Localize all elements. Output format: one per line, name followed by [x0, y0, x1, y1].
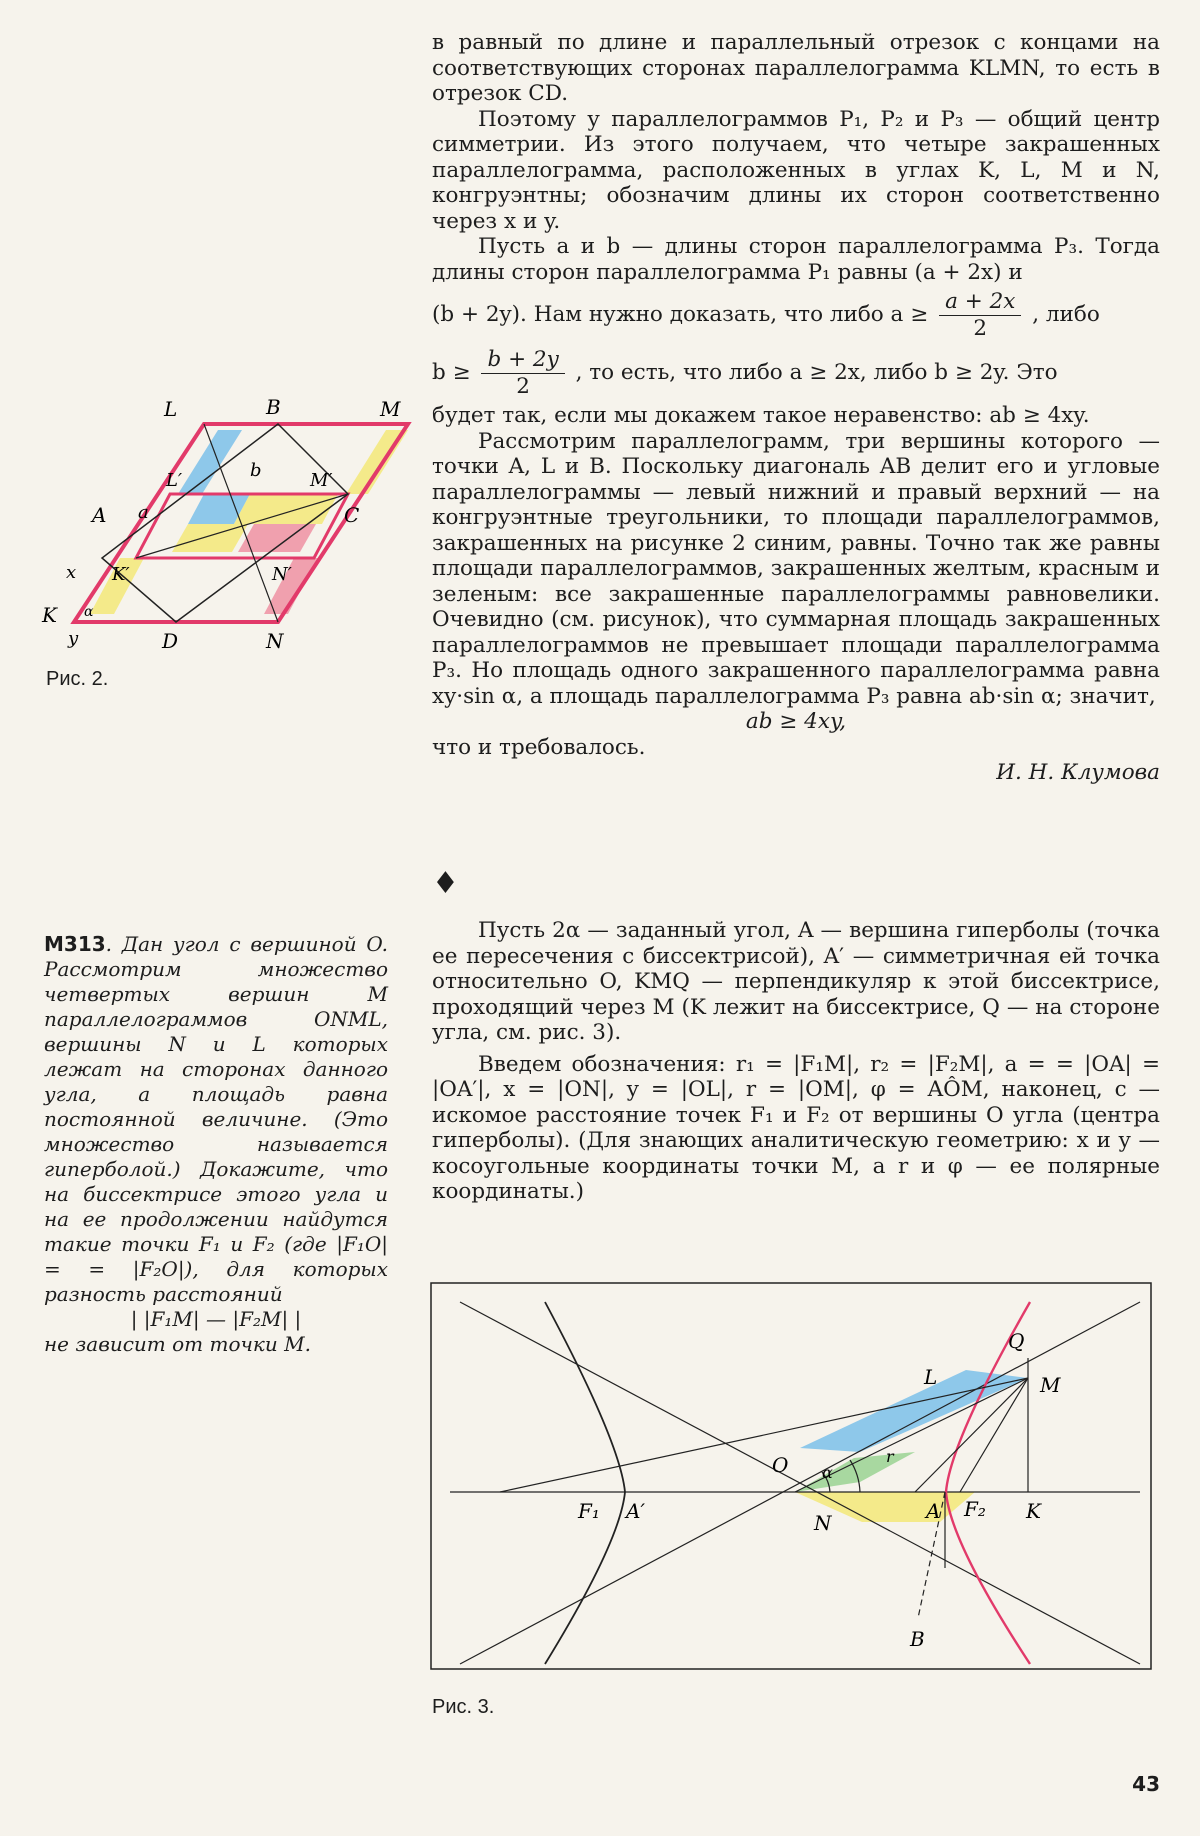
fig2-label-A: A [92, 503, 107, 527]
fig2-label-L: L [164, 397, 178, 421]
fig2-label-Mp: M′ [310, 470, 333, 491]
fig3-frame [431, 1283, 1151, 1669]
fig3-label-L: L [924, 1365, 938, 1389]
formula-ab: ab ≥ 4xy, [745, 709, 847, 734]
paragraph-6: будет так, если мы докажем такое неравенство: ab ≥ 4xy. [432, 403, 1090, 428]
paragraph-5-start: b ≥ [432, 360, 471, 385]
author: И. Н. Клумова [996, 760, 1160, 785]
fig2-caption: Рис. 2. [46, 668, 109, 690]
problem-text: . Дан угол с вершиной O. Рассмотрим множество четвертых вершин M параллелограммов ONML, вершины N и L которых лежат на сторонах данного угла, а площадь равна постоянной величине. (Это множество называется гиперболой.) Докажите, что на биссектрисе этого угла и на ее продолжении найдутся такие точки F₁ и F₂ (где |F₁O| = = |F₂O|), для которых разность расстояний [44, 932, 388, 1306]
fig2-label-y: y [68, 628, 79, 649]
paragraph-1: в равный по длине и параллельный отрезок с концами на соответствующих сторонах параллелограмма KLMN, то есть в отрезок CD. [432, 30, 1160, 106]
fig3-label-N: N [814, 1511, 832, 1535]
diamond-separator: ♦ [432, 866, 459, 901]
page-number: 43 [1132, 1772, 1160, 1796]
fig2-label-x: x [66, 562, 77, 583]
fig2-label-M: M [380, 397, 401, 421]
fig2-label-Lp: L′ [166, 470, 183, 491]
paragraph-4-start: (b + 2y). Нам нужно доказать, что либо a ≥ [432, 302, 929, 327]
fig2-label-N: N [266, 629, 284, 653]
paragraph-8: что и требовалось. [432, 734, 646, 760]
solution-text [432, 918, 1160, 1205]
fig3-label-F2: F₂ [964, 1497, 986, 1521]
fig3-label-r: r [886, 1447, 894, 1466]
fig3-label-alpha: α [822, 1463, 833, 1482]
paragraph-4-end: , либо [1032, 302, 1100, 327]
fig2-label-K: K [42, 603, 57, 627]
fig2-label-D: D [162, 629, 179, 653]
fig3-caption: Рис. 3. [432, 1696, 495, 1718]
paragraph-7: Рассмотрим параллелограмм, три вершины которого — точки A, L и B. Поскольку диагональ AB делит его и угловые параллелограммы — левый нижний и правый верхний — на конгруэнтные треугольники, то площади параллелограммов, закрашенных на рисунке 2 синим, равны. Точно так же равны площади параллелограммов, закрашенных желтым, красным и зеленым: все закрашенные параллелограммы равновелики. Очевидно (см. рисунок), что суммарная площадь закрашенных параллелограммов не превышает площади параллелограмма P₃. Но площадь одного закрашенного параллелограмма равна xy·sin α, а площадь параллелограмма P₃ равна ab·sin α; значит, [432, 428, 1160, 709]
fig2-label-a: a [138, 502, 149, 523]
fig3-green-parallelogram [795, 1452, 915, 1492]
fraction-b-numerator: b + 2y [481, 347, 564, 374]
problem-label: М313 [44, 932, 106, 956]
paragraph-9: Пусть 2α — заданный угол, A — вершина гиперболы (точка ее пересечения с биссектрисой), A′ — симметричная ей точка относительно O, KMQ — перпендикуляр к этой биссектрисе, проходящий через M (K лежит на биссектрисе, Q — на стороне угла, см. рис. 3). [432, 918, 1160, 1045]
fig3-label-Ap: A′ [626, 1499, 645, 1523]
fig2-label-Np: N′ [272, 564, 292, 585]
figure-2 [28, 394, 428, 674]
fraction-a [939, 289, 1021, 341]
problem-formula: | |F₁M| — |F₂M| | [130, 1307, 302, 1331]
paragraph-5-end: , то есть, что либо a ≥ 2x, либо b ≥ 2y. Это [575, 360, 1058, 385]
fig3-blue-parallelogram [800, 1370, 1028, 1452]
figure-3 [430, 1282, 1152, 1670]
fraction-b-denominator: 2 [516, 373, 530, 399]
problem-tail: не зависит от точки M. [44, 1332, 311, 1356]
fraction-a-denominator: 2 [973, 315, 988, 341]
fig3-label-O: O [772, 1453, 789, 1477]
paragraph-5 [432, 347, 1160, 399]
fig2-label-C: C [344, 503, 360, 527]
main-text-column [432, 30, 1160, 786]
fig3-label-Q: Q [1008, 1329, 1025, 1353]
fig2-yellow-inner [234, 494, 338, 524]
fig2-label-B: B [266, 395, 281, 419]
fig3-hyperbola-right [946, 1302, 1030, 1664]
fig3-label-A: A [926, 1499, 941, 1523]
fraction-a-numerator: a + 2x [939, 289, 1021, 316]
fig2-label-Kp: K′ [112, 564, 130, 585]
fig3-label-B: B [910, 1627, 925, 1651]
paragraph-3: Пусть a и b — длины сторон параллелограмма P₃. Тогда длины сторон параллелограмма P₁ равны (a + 2x) и [432, 234, 1160, 285]
fig3-label-F1: F₁ [578, 1499, 600, 1523]
fig2-label-alpha: α [84, 604, 94, 620]
fig3-label-K: K [1026, 1499, 1041, 1523]
paragraph-4 [432, 289, 1160, 341]
fig3-hyperbola-left [545, 1302, 625, 1664]
paragraph-2: Поэтому у параллелограммов P₁, P₂ и P₃ — общий центр симметрии. Из этого получаем, что четыре закрашенных параллелограмма, расположенных в углах K, L, M и N, конгруэнтны; обозначим длины их сторон соответственно через x и y. [432, 106, 1160, 234]
fig2-label-b: b [250, 460, 262, 481]
problem-m313 [44, 932, 388, 1357]
fig3-label-M: M [1040, 1373, 1061, 1397]
paragraph-10: Введем обозначения: r₁ = |F₁M|, r₂ = |F₂M|, a = = |OA| = |OA′|, x = |ON|, y = |OL|, r = |OM|, φ = AÔM, наконец, c — искомое расстояние точек F₁ и F₂ от вершины O угла (центра гиперболы). (Для знающих аналитическую геометрию: x и y — косоугольные координаты точки M, а r и φ — ее полярные координаты.) [432, 1051, 1160, 1204]
fraction-b [481, 347, 564, 399]
